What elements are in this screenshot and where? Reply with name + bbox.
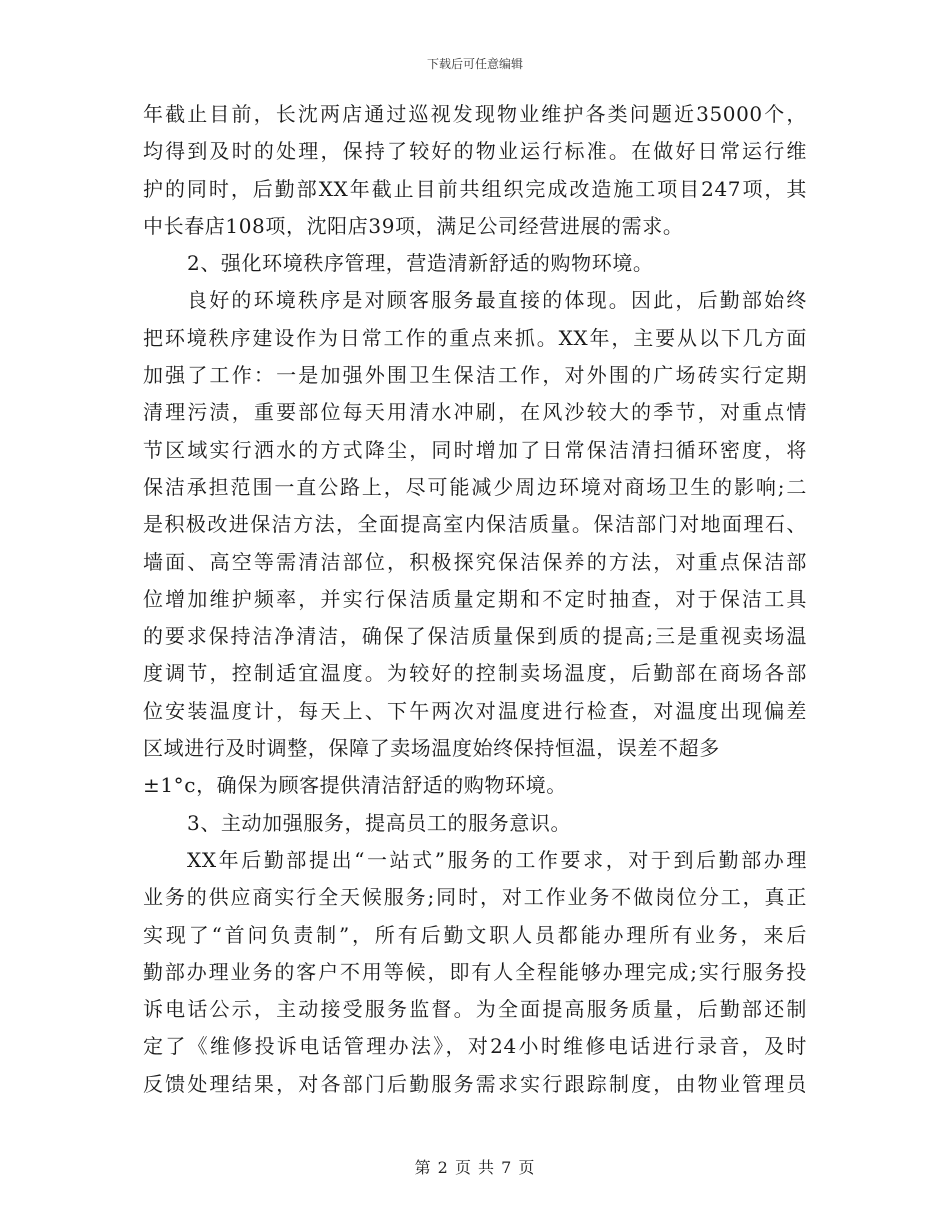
text-line: 是积极改进保洁方法，全面提高室内保洁质量。保洁部门对地面理石、 xyxy=(143,512,807,537)
text-line: ±1°c，确保为顾客提供清洁舒适的购物环境。 xyxy=(143,773,567,798)
text-line: 节区域实行洒水的方式降尘，同时增加了日常保洁清扫循环密度，将 xyxy=(143,437,807,462)
text-line: 定了《维修投诉电话管理办法》，对24小时维修电话进行录音，及时 xyxy=(143,1034,807,1059)
text-line: 3、主动加强服务，提高员工的服务意识。 xyxy=(187,810,572,835)
text-line: 年截止目前，长沈两店通过巡视发现物业维护各类问题近35000个， xyxy=(143,102,807,126)
text-line: 区域进行及时调整，保障了卖场温度始终保持恒温，误差不超多 xyxy=(143,736,720,761)
text-line: 把环境秩序建设作为日常工作的重点来抓。XX年，主要从以下几方面 xyxy=(143,325,807,350)
text-line: 实现了“首问负责制”，所有后勤文职人员都能办理所有业务，来后 xyxy=(143,922,807,947)
text-line: 位增加维护频率，并实行保洁质量定期和不定时抽查，对于保洁工具 xyxy=(143,586,807,611)
text-line: 反馈处理结果，对各部门后勤服务需求实行跟踪制度，由物业管理员 xyxy=(143,1071,807,1096)
text-line: 均得到及时的处理，保持了较好的物业运行标准。在做好日常运行维 xyxy=(143,139,807,164)
text-line: 护的同时，后勤部XX年截止目前共组织完成改造施工项目247项，其 xyxy=(143,176,807,201)
text-line: 勤部办理业务的客户不用等候，即有人全程能够办理完成;实行服务投 xyxy=(143,959,807,984)
text-line: 诉电话公示，主动接受服务监督。为全面提高服务质量，后勤部还制 xyxy=(143,997,807,1022)
text-line: 位安装温度计，每天上、下午两次对温度进行检查，对温度出现偏差 xyxy=(143,698,807,723)
document-body xyxy=(143,96,807,1103)
page-header-note: 下载后可任意编辑 xyxy=(426,57,523,71)
text-line: 良好的环境秩序是对顾客服务最直接的体现。因此，后勤部始终 xyxy=(187,288,807,313)
page-number: 第 2 页 共 7 页 xyxy=(414,1158,536,1177)
text-line: 业务的供应商实行全天候服务;同时，对工作业务不做岗位分工，真正 xyxy=(143,885,807,910)
text-line: 2、强化环境秩序管理，营造清新舒适的购物环境。 xyxy=(187,251,654,276)
text-line: 度调节，控制适宜温度。为较好的控制卖场温度，后勤部在商场各部 xyxy=(143,661,807,686)
text-line: XX年后勤部提出“一站式”服务的工作要求，对于到后勤部办理 xyxy=(187,847,807,872)
text-line: 保洁承担范围一直公路上，尽可能减少周边环境对商场卫生的影响;二 xyxy=(143,474,807,499)
text-line: 墙面、高空等需清洁部位，积极探究保洁保养的方法，对重点保洁部 xyxy=(143,549,807,574)
text-line: 中长春店108项，沈阳店39项，满足公司经营进展的需求。 xyxy=(143,213,684,238)
text-line: 加强了工作：一是加强外围卫生保洁工作，对外围的广场砖实行定期 xyxy=(143,363,807,388)
text-line: 清理污渍，重要部位每天用清水冲刷，在风沙较大的季节，对重点情 xyxy=(143,400,807,425)
text-line: 的要求保持洁净清洁，确保了保洁质量保到质的提高;三是重视卖场温 xyxy=(143,624,807,649)
